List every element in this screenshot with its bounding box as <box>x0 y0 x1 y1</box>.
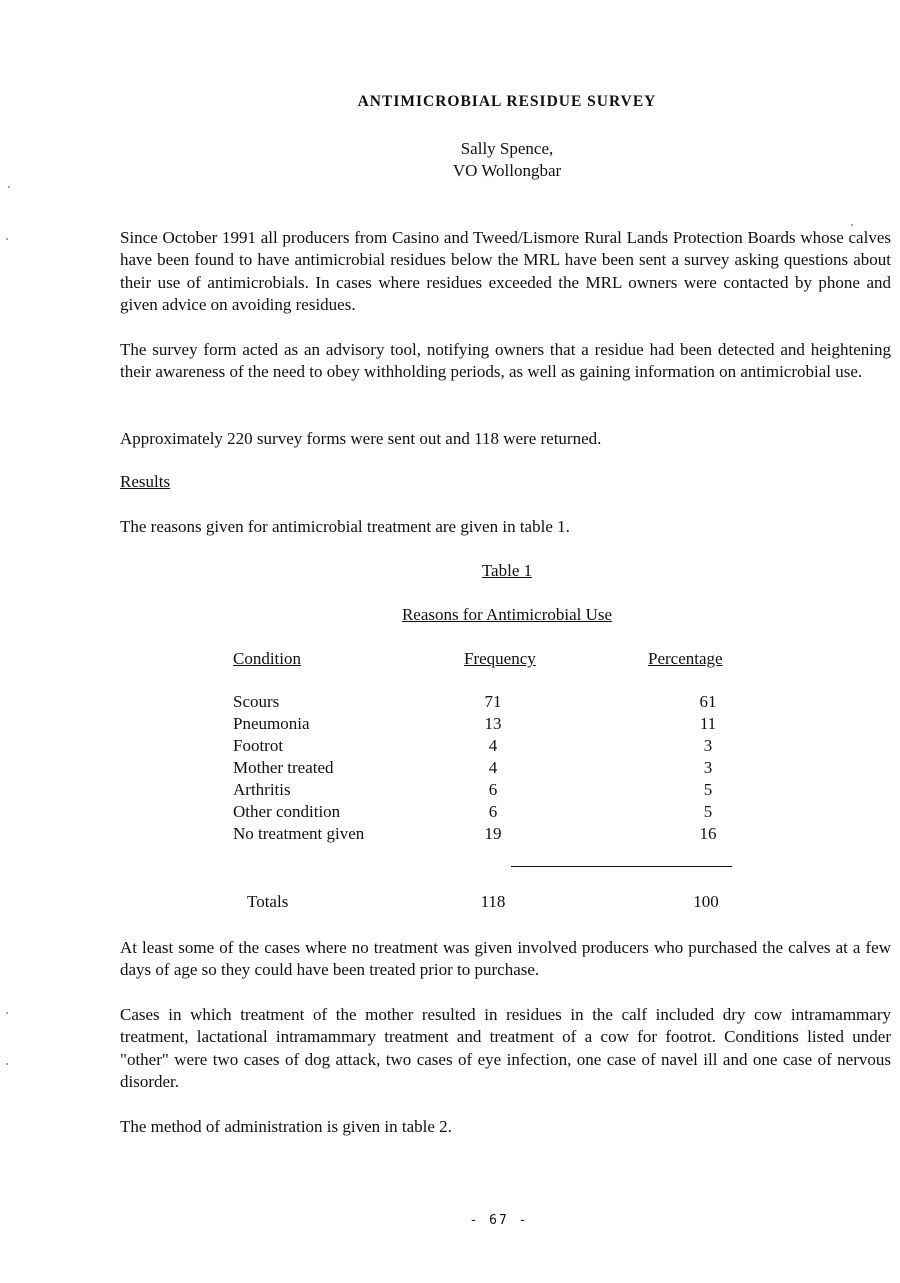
cell-condition: Footrot <box>233 736 284 755</box>
cell-percentage: 5 <box>703 802 713 821</box>
cell-percentage: 61 <box>699 692 717 711</box>
table-row <box>233 802 733 824</box>
cell-percentage: 3 <box>703 736 713 755</box>
cell-percentage: 16 <box>699 824 717 843</box>
table-row <box>233 780 733 802</box>
cell-frequency: 6 <box>488 802 498 821</box>
author-name: Sally Spence, <box>460 139 554 158</box>
scan-speck <box>851 224 853 226</box>
cell-condition: Arthritis <box>233 780 291 799</box>
results-heading: Results <box>120 472 171 491</box>
paragraph-intro: Since October 1991 all producers from Casino and Tweed/Lismore Rural Lands Protection Boards whose calves have been found to have antimicrobial residues below the MRL have been sent a survey asking questions about their use of antimicrobials. In cases where residues exceeded the MRL owners were contacted by phone and given advice on avoiding residues. <box>120 228 891 315</box>
paragraph-no-treatment: At least some of the cases where no treatment was given involved producers who purchased the calves at a few days of age so they could have been treated prior to purchase. <box>120 938 891 980</box>
totals-divider <box>511 866 732 867</box>
column-header-condition: Condition <box>233 649 302 668</box>
cell-frequency: 19 <box>484 824 502 843</box>
scan-speck <box>6 1012 8 1014</box>
document-title: ANTIMICROBIAL RESIDUE SURVEY <box>357 93 657 110</box>
cell-frequency: 71 <box>484 692 502 711</box>
cell-condition: Pneumonia <box>233 714 310 733</box>
scan-speck <box>6 238 8 240</box>
table-row <box>233 692 733 714</box>
table-row <box>233 736 733 758</box>
table-label: Table 1 <box>481 561 533 580</box>
page-number: - 67 - <box>469 1213 529 1228</box>
cell-condition: Other condition <box>233 802 341 821</box>
cell-percentage: 5 <box>703 780 713 799</box>
cell-percentage: 11 <box>699 714 717 733</box>
cell-frequency: 13 <box>484 714 502 733</box>
table-row <box>233 758 733 780</box>
table-caption: Reasons for Antimicrobial Use <box>401 605 613 624</box>
table-row <box>233 824 733 846</box>
scan-speck <box>8 186 10 188</box>
cell-frequency: 6 <box>488 780 498 799</box>
totals-frequency: 118 <box>480 892 506 911</box>
cell-percentage: 3 <box>703 758 713 777</box>
column-header-frequency: Frequency <box>464 649 536 668</box>
totals-label: Totals <box>247 892 289 911</box>
scan-speck <box>6 1063 8 1065</box>
paragraph-survey-form: The survey form acted as an advisory tool, notifying owners that a residue had been detected and heightening their awareness of the need to obey withholding periods, as well as gaining information on antimicrobial use. <box>120 340 891 382</box>
table-row <box>233 714 733 736</box>
paragraph-results-intro: The reasons given for antimicrobial treatment are given in table 1. <box>120 517 570 536</box>
cell-condition: Mother treated <box>233 758 334 777</box>
cell-condition: No treatment given <box>233 824 365 843</box>
cell-frequency: 4 <box>488 736 498 755</box>
paragraph-forms-returned: Approximately 220 survey forms were sent out and 118 were returned. <box>120 429 602 448</box>
author-affiliation: VO Wollongbar <box>452 161 562 180</box>
paragraph-mother-treatment: Cases in which treatment of the mother resulted in residues in the calf included dry cow intramammary treatment, lactational intramammary treatment and treatment of a cow for footrot. Conditions listed under "other" were two cases of dog attack, two cases of eye infection, one case of navel ill and one case of nervous disorder. <box>120 1005 891 1092</box>
cell-frequency: 4 <box>488 758 498 777</box>
cell-condition: Scours <box>233 692 280 711</box>
author-block <box>0 138 900 182</box>
table-totals-row <box>233 892 733 914</box>
totals-percentage: 100 <box>693 892 719 911</box>
column-header-percentage: Percentage <box>648 649 723 668</box>
paragraph-administration: The method of administration is given in table 2. <box>120 1117 452 1136</box>
